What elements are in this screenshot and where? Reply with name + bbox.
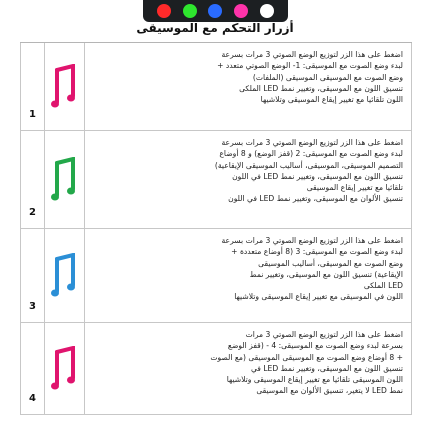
description-line: التصميم الموسيقى، الموسيقى، أساليب الموسيقى الإيقاعية) <box>214 160 403 170</box>
description-line: تنسيق اللون مع الموسيقى، وتغيير نمط LED الملكى <box>239 83 403 93</box>
music-note-cell <box>45 43 85 130</box>
led-dot <box>157 4 171 18</box>
description-line: لبدء وضع الصوت مع الموسيقى: 2 (قفز الوضع) و 8 أوضاع <box>219 149 403 159</box>
row-number-cell <box>21 43 45 130</box>
banner-title: أزرار التحكم مع الموسيقى <box>136 21 294 35</box>
led-dot <box>208 4 222 18</box>
row-number-cell <box>21 131 45 228</box>
description-line: اضغط على هذا الزر لتوزيع الوضع الصوتي 3 مرات بسرعة <box>221 50 403 59</box>
description-line: تنسيق اللون مع الموسيقى، وتغيير نمط LED في اللون <box>232 171 403 181</box>
music-note-icon <box>51 346 79 392</box>
description-line: اضغط على هذا الزر لتوزيع الوضع الصوتي 3 مرات <box>245 330 403 339</box>
description-line: اللون تلقائيا مع تغيير إيقاع الموسيقى وتلاشيها <box>260 95 403 105</box>
row-number-cell <box>21 323 45 414</box>
music-note-cell <box>45 131 85 228</box>
table-row <box>20 323 412 415</box>
description-line: بسرعة لبدء وضع الصوت مع الموسيقى: 4 - (قفز الوضع <box>227 341 403 351</box>
table-row <box>20 229 412 323</box>
led-dot <box>260 4 274 18</box>
description-line: تنسيق اللون مع الموسيقى، وتغيير نمط LED في <box>250 363 403 373</box>
music-note-icon <box>51 253 79 299</box>
row-number: 4 <box>29 393 36 404</box>
top-banner <box>0 0 430 40</box>
row-description <box>85 43 411 130</box>
description-line: LED الملكى <box>363 281 403 291</box>
row-number: 1 <box>29 109 36 120</box>
description-line: الإيقاعية) تنسيق اللون مع الموسيقى، وتغيير نمط <box>249 269 403 279</box>
description-line: وضع الصوت مع الموسيقى الموسيقى (الملفات) <box>252 72 403 82</box>
description-line: لبدء وضع الصوت مع الموسيقى: 1- الوضع الصوتي متعدد + <box>217 61 403 71</box>
row-description <box>85 229 411 322</box>
music-mode-table <box>20 42 412 430</box>
description-line: اضغط على هذا الزر لتوزيع الوضع الصوتي 3 مرات بسرعة <box>221 138 403 147</box>
description-line: + 8 أوضاع وضع الصوت مع الموسيقى الموسيقى (مع الصوت <box>210 352 403 362</box>
table-row <box>20 131 412 229</box>
row-description <box>85 131 411 228</box>
row-number-cell <box>21 229 45 322</box>
music-note-cell <box>45 229 85 322</box>
music-note-cell <box>45 323 85 414</box>
description-line: تنسيق الألوان مع الموسيقى، وتغيير نمط LED في اللون <box>228 194 403 204</box>
row-number: 3 <box>29 301 36 312</box>
description-line: اللون في الموسيقى مع تغيير إيقاع الموسيقى وتلاشيها <box>234 292 403 302</box>
description-line: نمط LED لا يتغير، تنسيق الألوان مع الموسيقى <box>256 386 403 396</box>
description-line: لبدء وضع الصوت مع الموسيقى: 3 (8 أوضاع متعددة + <box>231 247 403 257</box>
row-number: 2 <box>29 207 36 218</box>
table-row <box>20 43 412 131</box>
music-note-icon <box>51 157 79 203</box>
description-line: تلقائيا مع تغيير إيقاع الموسيقى <box>306 183 403 193</box>
led-dot <box>183 4 197 18</box>
led-dot <box>234 4 248 18</box>
row-description <box>85 323 411 414</box>
controller-device-image <box>143 0 288 22</box>
music-note-icon <box>51 64 79 110</box>
description-line: وضع الصوت مع الموسيقى، أساليب الموسيقى <box>258 258 403 268</box>
description-line: اللون الموسيقى تلقائيا مع تغيير إيقاع الموسيقى وتلاشيها <box>226 375 403 385</box>
description-line: اضغط على هذا الزر لتوزيع الوضع الصوتي 3 مرات بسرعة <box>221 236 403 245</box>
